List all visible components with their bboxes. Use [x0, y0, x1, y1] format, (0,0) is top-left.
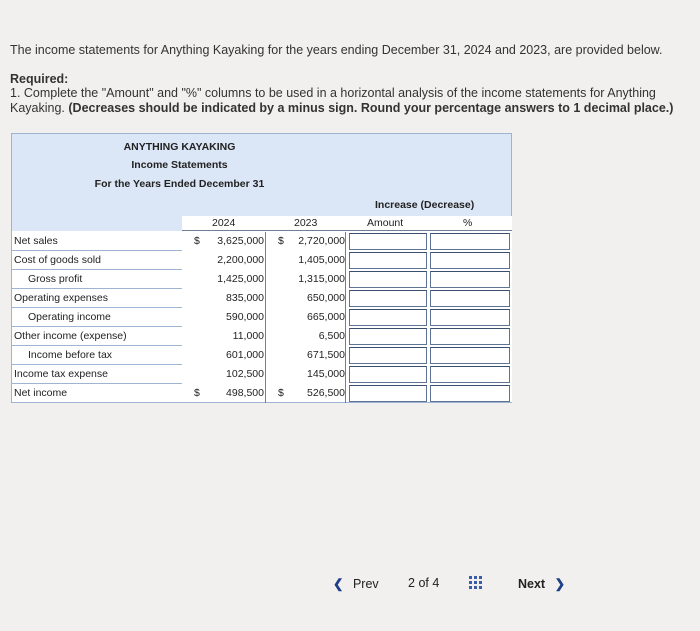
prev-button[interactable]	[333, 576, 379, 594]
percent-input[interactable]	[430, 309, 510, 326]
currency-symbol: $	[278, 387, 284, 399]
percent-input[interactable]	[430, 366, 510, 383]
page-current: 2	[408, 576, 415, 590]
percent-input[interactable]	[430, 385, 510, 402]
row-label: Net sales	[14, 235, 58, 247]
percent-input[interactable]	[430, 271, 510, 288]
row-label: Operating income	[28, 311, 111, 323]
grid-dot	[474, 586, 477, 589]
value-2023: 671,500	[307, 349, 345, 361]
currency-symbol: $	[194, 387, 200, 399]
row-label: Income before tax	[28, 349, 113, 361]
grid-dot	[479, 581, 482, 584]
year-2023-header: 2023	[294, 217, 318, 229]
percent-input[interactable]	[430, 233, 510, 250]
grid-dot	[469, 586, 472, 589]
row-label: Net income	[14, 387, 68, 399]
value-2023: 145,000	[307, 368, 345, 380]
percent-header: %	[463, 217, 473, 229]
value-2023: 665,000	[307, 311, 345, 323]
value-2023: 2,720,000	[298, 235, 345, 247]
amount-header: Amount	[367, 217, 404, 229]
chevron-left-icon: ❮	[333, 577, 344, 591]
value-2023: 650,000	[307, 292, 345, 304]
grid-dot	[479, 576, 482, 579]
value-2024: 1,425,000	[217, 273, 264, 285]
amount-input[interactable]	[349, 309, 427, 326]
currency-symbol: $	[194, 235, 200, 247]
grid-dot	[479, 586, 482, 589]
row-label: Gross profit	[28, 273, 83, 285]
amount-input[interactable]	[349, 347, 427, 364]
value-2023: 6,500	[318, 330, 345, 342]
value-2024: 102,500	[226, 368, 264, 380]
page-indicator	[408, 576, 439, 590]
amount-input[interactable]	[349, 290, 427, 307]
value-2024: 2,200,000	[217, 254, 264, 266]
border-2024	[265, 232, 266, 403]
required-note: (Decreases should be indicated by a minus sign. Round your percentage answers to 1 decimal place.)	[68, 101, 674, 115]
intro-text: The income statements for Anything Kayaking for the years ending December 31, 2024 and 2023, are provided below.	[10, 43, 663, 57]
value-2024: 601,000	[226, 349, 264, 361]
value-2024: 3,625,000	[217, 235, 264, 247]
next-button[interactable]	[518, 576, 565, 594]
amount-input[interactable]	[349, 252, 427, 269]
currency-symbol: $	[278, 235, 284, 247]
value-2023: 1,315,000	[298, 273, 345, 285]
required-instruction: 1. Complete the "Amount" and "%" columns to be used in a horizontal analysis of the income statements for Anything Kayaking.	[10, 86, 656, 115]
percent-input[interactable]	[430, 347, 510, 364]
grid-dot	[474, 581, 477, 584]
value-2024: 498,500	[226, 387, 264, 399]
grid-dot	[469, 576, 472, 579]
amount-input[interactable]	[349, 233, 427, 250]
border-2023	[345, 232, 346, 403]
value-2024: 590,000	[226, 311, 264, 323]
amount-input[interactable]	[349, 328, 427, 345]
header-divider	[182, 230, 512, 231]
next-label: Next	[518, 577, 546, 591]
row-label: Other income (expense)	[14, 330, 127, 342]
prev-label: Prev	[352, 577, 379, 591]
row-label: Operating expenses	[14, 292, 108, 304]
value-2023: 526,500	[307, 387, 345, 399]
statement-title: Income Statements	[131, 159, 228, 171]
amount-input[interactable]	[349, 271, 427, 288]
percent-input[interactable]	[430, 328, 510, 345]
chevron-right-icon: ❯	[554, 577, 566, 591]
value-2024: 11,000	[232, 330, 264, 342]
grid-dot	[474, 576, 477, 579]
row-divider	[12, 402, 182, 403]
percent-input[interactable]	[430, 290, 510, 307]
row-label: Income tax expense	[14, 368, 108, 380]
value-2023: 1,405,000	[298, 254, 345, 266]
grid-icon[interactable]	[469, 576, 484, 591]
income-statement-table	[11, 133, 512, 403]
amount-input[interactable]	[349, 385, 427, 402]
percent-input[interactable]	[430, 252, 510, 269]
company-name: ANYTHING KAYAKING	[123, 141, 236, 153]
increase-decrease-header: Increase (Decrease)	[375, 199, 475, 211]
row-label: Cost of goods sold	[14, 254, 101, 266]
required-text	[10, 86, 690, 116]
value-2024: 835,000	[226, 292, 264, 304]
statement-period: For the Years Ended December 31	[94, 178, 265, 190]
required-heading: Required:	[10, 72, 69, 86]
page-total: 4	[432, 576, 440, 590]
page-of: of	[418, 576, 429, 590]
year-2024-header: 2024	[212, 217, 236, 229]
grid-dot	[469, 581, 472, 584]
amount-input[interactable]	[349, 366, 427, 383]
